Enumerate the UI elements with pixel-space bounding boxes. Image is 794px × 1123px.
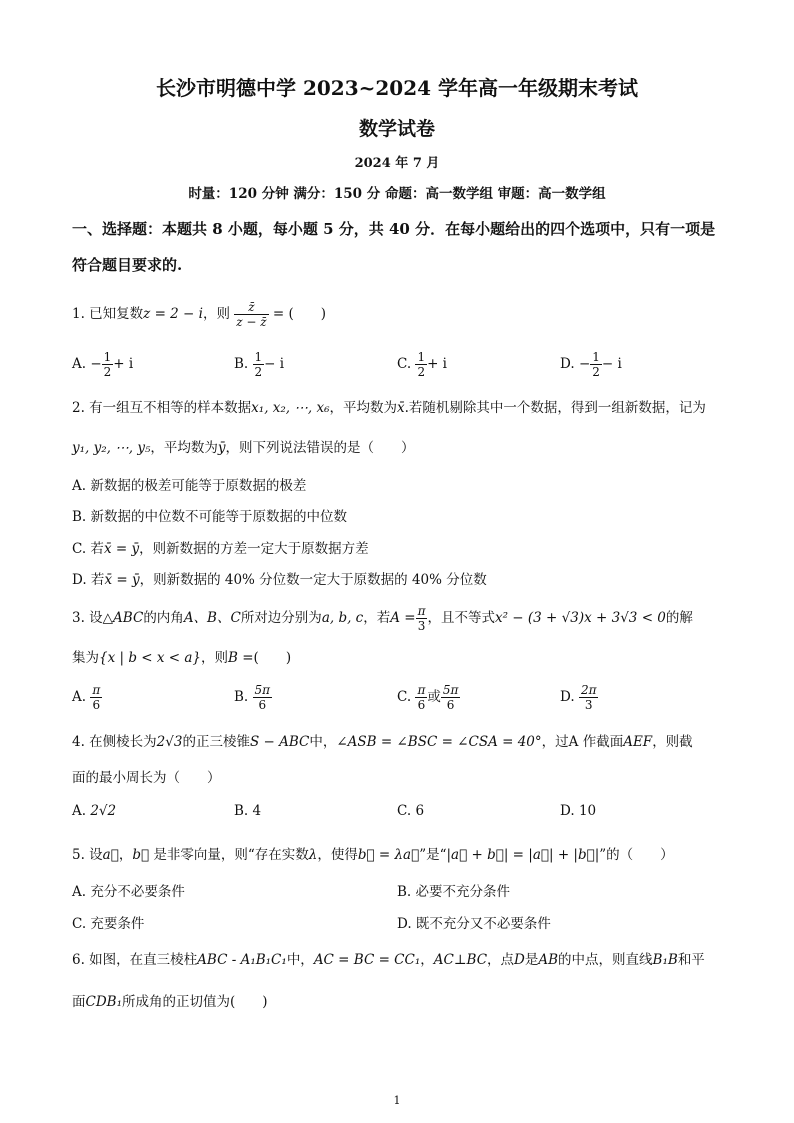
q1-paren: ( ) bbox=[288, 306, 327, 322]
question-1-stem bbox=[72, 300, 326, 329]
question-4-line1: 4. 在侧棱长为2√3的正三棱锥S − ABC中，∠ASB = ∠BSC = ∠CSA = 40°，过A 作截面AEF，则截 bbox=[72, 734, 693, 750]
q4-option-b: B. 4 bbox=[234, 803, 262, 819]
q1-option-c: C. $\frac{1}{2}$ + i bbox=[397, 350, 447, 379]
question-6-line2: 面CDB₁所成角的正切值为( ) bbox=[72, 994, 268, 1010]
q3-option-d: D. $\frac{2\pi}{3}$ bbox=[560, 683, 597, 712]
question-2-line2: y₁, y₂, ⋯, y₅，平均数为ȳ，则下列说法错误的是（ ） bbox=[72, 440, 415, 456]
exam-date: 2024 年 7 月 bbox=[354, 156, 440, 171]
q1-text-a: 1. 已知复数 bbox=[72, 306, 144, 322]
question-2-line1: 2. 有一组互不相等的样本数据x₁, x₂, ⋯, x₆，平均数为x̄.若随机剔除其中一个数据，得到一组新数据，记为 bbox=[72, 400, 706, 416]
page-number: 1 bbox=[393, 1094, 401, 1107]
q1-text-b: ，则 bbox=[202, 306, 230, 322]
exam-info: 时量：120 分钟 满分：150 分 命题：高一数学组 审题：高一数学组 bbox=[188, 186, 606, 202]
section-heading-line2: 符合题目要求的. bbox=[72, 256, 183, 274]
q2-option-b: B. 新数据的中位数不可能等于原数据的中位数 bbox=[72, 509, 348, 525]
exam-title: 长沙市明德中学 2023~2024 学年高一年级期末考试 bbox=[155, 76, 638, 100]
q1-option-d: D. − $\frac{1}{2}$ − i bbox=[560, 350, 622, 379]
question-3-line1: 3. 设△ABC的内角A、B、C所对边分别为a, b, c，若A = $\frac{\pi}{3}$ ，且不等式x² − (3 + √3)x + 3√3 < 0的解 bbox=[72, 604, 693, 633]
exam-subtitle: 数学试卷 bbox=[358, 118, 435, 140]
q4-option-a: A. 2√2 bbox=[72, 803, 117, 819]
q2-option-d: D. 若x̄ = ȳ，则新数据的 40% 分位数一定大于原数据的 40% 分位数 bbox=[72, 572, 487, 588]
q2-option-c: C. 若x̄ = ȳ，则新数据的方差一定大于原数据方差 bbox=[72, 541, 369, 557]
q4-option-c: C. 6 bbox=[397, 803, 425, 819]
question-6-line1: 6. 如图，在直三棱柱ABC - A₁B₁C₁中，AC = BC = CC₁，AC⊥BC，点D是AB的中点，则直线B₁B和平 bbox=[72, 952, 705, 968]
q1-option-b: B. $\frac{1}{2}$ − i bbox=[234, 350, 285, 379]
q1-eq: = bbox=[272, 306, 285, 322]
q3-option-b: B. $\frac{5\pi}{6}$ bbox=[234, 683, 271, 712]
section-heading-line1: 一、选择题：本题共 8 小题，每小题 5 分，共 40 分．在每小题给出的四个选项中，只有一项是 bbox=[72, 220, 716, 238]
q5-option-c: C. 充要条件 bbox=[72, 916, 145, 932]
question-3-line2: 集为{x | b < x < a}，则B =( ) bbox=[72, 650, 292, 666]
q2-option-a: A. 新数据的极差可能等于原数据的极差 bbox=[72, 478, 307, 494]
q1-math-z: z = 2 − i bbox=[143, 306, 203, 322]
q5-option-b: B. 必要不充分条件 bbox=[397, 884, 511, 900]
question-4-line2: 面的最小周长为（ ） bbox=[72, 770, 221, 786]
q1-fraction: $\frac{z̄}{z - z̄}$ bbox=[236, 300, 267, 329]
question-5-stem: 5. 设a⃗，b⃗ 是非零向量，则“存在实数λ，使得b⃗ = λa⃗”是“|a⃗ + b⃗| = |a⃗| + |b⃗|”的（ ） bbox=[72, 847, 674, 863]
q1-option-a: A. − $\frac{1}{2}$ + i bbox=[72, 350, 134, 379]
q3-option-c: C. $\frac{\pi}{6}$ 或 $\frac{5\pi}{6}$ bbox=[397, 683, 459, 712]
q3-option-a: A. $\frac{\pi}{6}$ bbox=[72, 683, 101, 712]
q5-option-a: A. 充分不必要条件 bbox=[72, 884, 185, 900]
q5-option-d: D. 既不充分又不必要条件 bbox=[397, 916, 551, 932]
q4-option-d: D. 10 bbox=[560, 803, 597, 819]
